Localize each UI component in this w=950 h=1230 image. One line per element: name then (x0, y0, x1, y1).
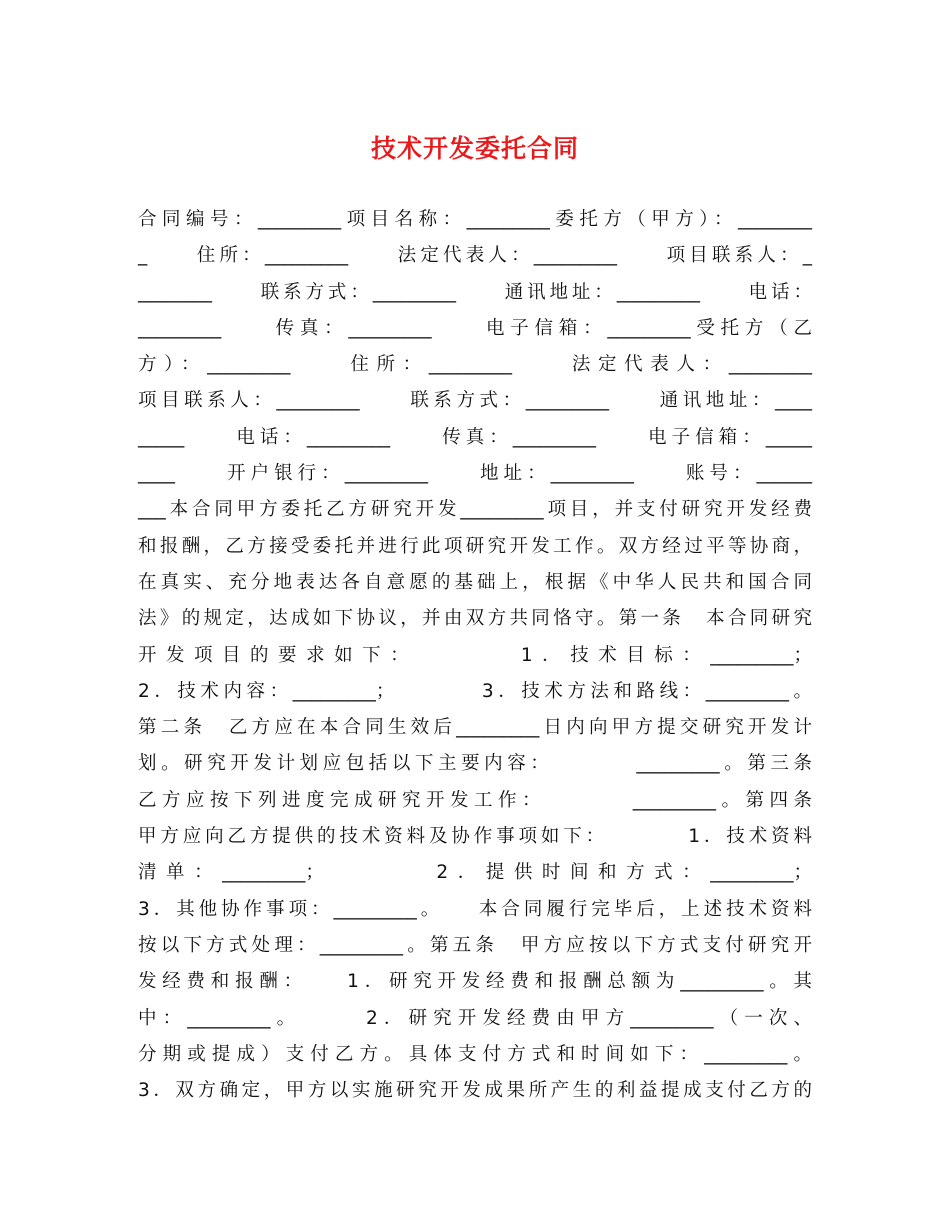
body-line: 按以下方式处理：_________。第五条 甲方应按以下方式支付研究开 (138, 934, 812, 956)
body-line: 开发项目的要求如下： 1．技术目标：_________； (138, 644, 812, 666)
body-line: _________ 传真：_________ 电子信箱：_________受托方（乙 (138, 317, 812, 339)
body-line: 分期或提成）支付乙方。具体支付方式和时间如下：_________。 (138, 1043, 812, 1065)
body-line: 清单：_________； 2．提供时间和方式：_________； (138, 862, 812, 884)
contract-body (138, 202, 812, 1109)
body-line: 第二条 乙方应在本合同生效后_________日内向甲方提交研究开发计 (138, 717, 812, 739)
body-line: 和报酬，乙方接受委托并进行此项研究开发工作。双方经过平等协商， (138, 535, 812, 557)
body-line: 合同编号：_________项目名称：_________委托方（甲方）：________ (138, 209, 812, 230)
body-line: ________ 联系方式：_________ 通讯地址：_________ 电话： (138, 281, 812, 303)
body-line: 划。研究开发计划应包括以下主要内容： _________。第三条 (138, 753, 812, 775)
body-line: ___本合同甲方委托乙方研究开发_________项目，并支付研究开发经费 (138, 499, 812, 521)
body-line: 法》的规定，达成如下协议，并由双方共同恪守。第一条 本合同研究 (138, 608, 812, 630)
document-title: 技术开发委托合同 (370, 134, 579, 163)
body-line: ____ 开户银行：_________ 地址：_________ 账号：______ (138, 463, 812, 485)
body-line: 发经费和报酬： 1．研究开发经费和报酬总额为_________。其 (138, 971, 812, 993)
body-line: 在真实、充分地表达各自意愿的基础上，根据《中华人民共和国合同 (138, 571, 812, 593)
body-line: 2．技术内容：_________； 3．技术方法和路线：_________。 (138, 680, 812, 702)
body-line: 3．双方确定，甲方以实施研究开发成果所产生的利益提成支付乙方的 (138, 1080, 812, 1102)
body-line: 甲方应向乙方提供的技术资料及协作事项如下： 1．技术资料 (138, 826, 812, 848)
body-line: 项目联系人：_________ 联系方式：_________ 通讯地址：____ (138, 390, 812, 412)
body-line: 乙方应按下列进度完成研究开发工作： _________。第四条 (138, 789, 812, 811)
body-line: 3．其他协作事项：_________。 本合同履行完毕后，上述技术资料 (138, 898, 812, 920)
body-line: _ 住所：_________ 法定代表人：_________ 项目联系人：_ (138, 245, 812, 267)
body-line: 方）：_________ 住所：_________ 法定代表人：_________ (138, 354, 812, 376)
body-line: _____ 电话：_________ 传真：_________ 电子信箱：_____ (138, 426, 812, 448)
body-line: 中：_________。 2．研究开发经费由甲方_________（一次、 (138, 1007, 812, 1029)
